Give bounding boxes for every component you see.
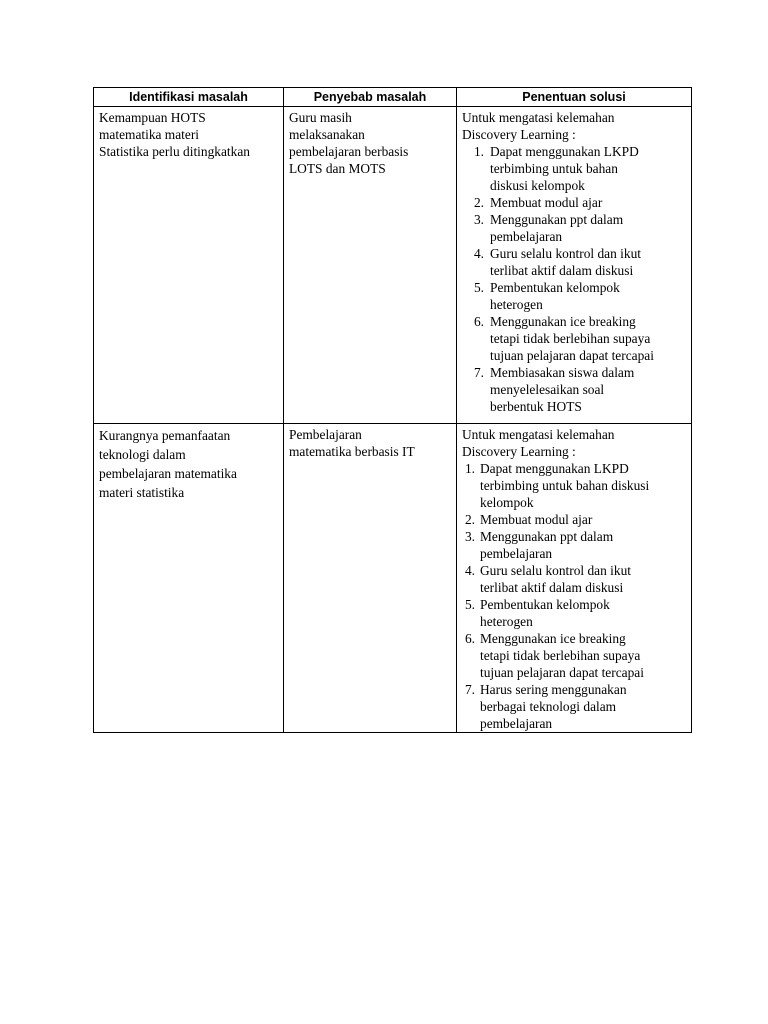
list-number: 7. [473,365,484,380]
list-text: Guru selalu kontrol dan ikut terlibat aktif dalam diskusi [480,563,631,595]
list-number: 6. [473,314,484,329]
list-number: 1. [464,461,475,476]
identifikasi-text: Kurangnya pemanfaatan teknologi dalam pembelajaran matematika materi statistika [99,428,237,500]
list-number: 3. [464,529,475,544]
list-text: Guru selalu kontrol dan ikut terlibat aktif dalam diskusi [490,246,641,278]
header-identifikasi: Identifikasi masalah [94,88,284,107]
list-text: Dapat menggunakan LKPD terbimbing untuk bahan diskusi kelompok [480,461,650,510]
list-number: 6. [464,631,475,646]
list-item [462,528,686,562]
list-item [462,245,686,279]
solusi-list [462,460,686,732]
list-text: Pembentukan kelompok heterogen [480,597,610,629]
header-penyebab: Penyebab masalah [284,88,457,107]
list-text: Harus sering menggunakan berbagai teknologi dalam pembelajaran [480,682,627,731]
identifikasi-cell [94,424,284,733]
table-header-row [94,88,692,107]
list-item [462,681,686,732]
list-item [462,211,686,245]
list-item [462,562,686,596]
list-text: Menggunakan ppt dalam pembelajaran [480,529,614,561]
list-item [462,596,686,630]
identifikasi-cell [94,107,284,424]
table-row [94,107,692,424]
list-item [462,194,686,211]
list-number: 2. [464,512,475,527]
list-number: 7. [464,682,475,697]
list-number: 4. [464,563,475,578]
list-item [462,630,686,681]
solusi-cell [457,424,692,733]
solusi-list [462,143,686,415]
list-text: Membuat modul ajar [490,195,603,210]
penyebab-cell [284,424,457,733]
list-text: Dapat menggunakan LKPD terbimbing untuk bahan diskusi kelompok [490,144,639,193]
list-number: 5. [473,280,484,295]
list-item [462,460,686,511]
penyebab-text: Guru masih melaksanakan pembelajaran berbasis LOTS dan MOTS [289,110,409,176]
list-text: Menggunakan ice breaking tetapi tidak berlebihan supaya tujuan pelajaran dapat tercapai [480,631,644,680]
penyebab-cell [284,107,457,424]
list-item [462,364,686,415]
list-text: Membuat modul ajar [480,512,593,527]
list-text: Menggunakan ice breaking tetapi tidak berlebihan supaya tujuan pelajaran dapat tercapai [490,314,654,363]
list-number: 5. [464,597,475,612]
problem-analysis-table [93,87,692,733]
penyebab-text: Pembelajaran matematika berbasis IT [289,427,415,459]
identifikasi-text: Kemampuan HOTS matematika materi Statistika perlu ditingkatkan [99,110,250,159]
list-number: 4. [473,246,484,261]
list-text: Pembentukan kelompok heterogen [490,280,620,312]
list-item [462,279,686,313]
solusi-intro: Untuk mengatasi kelemahan Discovery Learning : [462,427,615,459]
list-number: 2. [473,195,484,210]
list-text: Menggunakan ppt dalam pembelajaran [490,212,624,244]
header-solusi: Penentuan solusi [457,88,692,107]
list-number: 1. [473,144,484,159]
solusi-intro: Untuk mengatasi kelemahan Discovery Learning : [462,110,615,142]
table-row [94,424,692,733]
list-item [462,511,686,528]
list-item [462,143,686,194]
list-number: 3. [473,212,484,227]
solusi-cell [457,107,692,424]
list-item [462,313,686,364]
list-text: Membiasakan siswa dalam menyelelesaikan soal berbentuk HOTS [490,365,635,414]
